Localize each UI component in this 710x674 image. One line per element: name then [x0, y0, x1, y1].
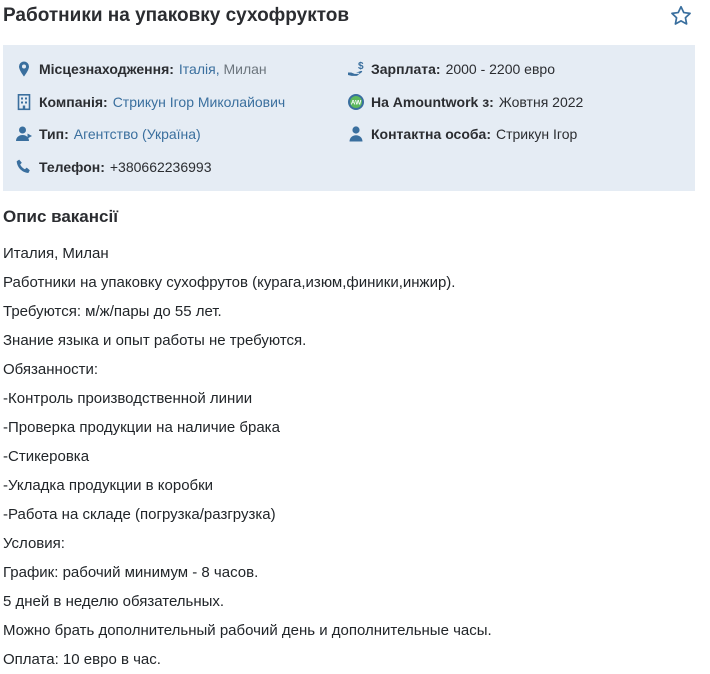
description-line: 5 дней в неделю обязательных. — [3, 593, 225, 610]
type-label: Тип: — [39, 126, 69, 142]
location-separator: , — [215, 61, 220, 77]
location-country-link[interactable]: Італія — [178, 61, 216, 77]
since-label: На Amountwork з: — [371, 94, 494, 110]
svg-text:$: $ — [358, 61, 364, 72]
company-link[interactable]: Стрикун Ігор Миколайович — [112, 94, 286, 110]
map-marker-icon — [15, 60, 33, 78]
description-line: Обязанности: — [3, 361, 99, 378]
description-line: -Контроль производственной линии — [3, 390, 253, 407]
description-heading: Опис вакансії — [3, 207, 118, 226]
description-line: Работники на упаковку сухофрутов (курага,изюм,финики,инжир). — [3, 274, 456, 291]
page-title: Работники на упаковку сухофруктов — [3, 5, 350, 26]
job-info-panel — [3, 45, 695, 191]
phone-label: Телефон: — [39, 159, 105, 175]
location-label: Місцезнаходження: — [39, 61, 174, 77]
company-row — [15, 92, 285, 112]
building-icon — [15, 93, 33, 111]
svg-text:AW: AW — [350, 99, 362, 107]
salary-label: Зарплата: — [371, 61, 441, 77]
user-tie-icon — [15, 125, 33, 143]
description-body — [3, 239, 703, 674]
user-icon — [347, 125, 365, 143]
contact-label: Контактна особа: — [371, 126, 491, 142]
hand-money-icon — [347, 60, 365, 78]
description-line: Знание языка и опыт работы не требуются. — [3, 332, 307, 349]
contact-row — [347, 124, 577, 144]
description-line: Италия, Милан — [3, 245, 109, 262]
description-line: Оплата: 10 евро в час. — [3, 651, 161, 668]
star-outline-icon[interactable] — [669, 4, 693, 28]
company-label: Компанія: — [39, 94, 108, 110]
salary-value: 2000 - 2200 евро — [445, 61, 555, 77]
description-line: -Укладка продукции в коробки — [3, 477, 214, 494]
location-city: Милан — [223, 61, 267, 77]
type-row — [15, 124, 201, 144]
description-line: -Работа на складе (погрузка/разгрузка) — [3, 506, 276, 523]
salary-row — [347, 59, 555, 79]
description-line: Требуются: м/ж/пары до 55 лет. — [3, 303, 222, 320]
phone-value[interactable]: +380662236993 — [109, 159, 212, 175]
since-value: Жовтня 2022 — [498, 94, 584, 110]
description-line: Условия: — [3, 535, 65, 552]
description-line: -Стикеровка — [3, 448, 90, 465]
amountwork-logo-icon — [347, 93, 365, 111]
phone-row — [15, 157, 211, 177]
phone-icon — [15, 158, 33, 176]
contact-value: Стрикун Ігор — [496, 126, 578, 142]
description-line: -Проверка продукции на наличие брака — [3, 419, 280, 436]
since-row — [347, 92, 583, 112]
type-link[interactable]: Агентство (Україна) — [73, 126, 201, 142]
location-row — [15, 59, 267, 79]
description-line: Можно брать дополнительный рабочий день и дополнительные часы. — [3, 622, 492, 639]
description-line: График: рабочий минимум - 8 часов. — [3, 564, 259, 581]
